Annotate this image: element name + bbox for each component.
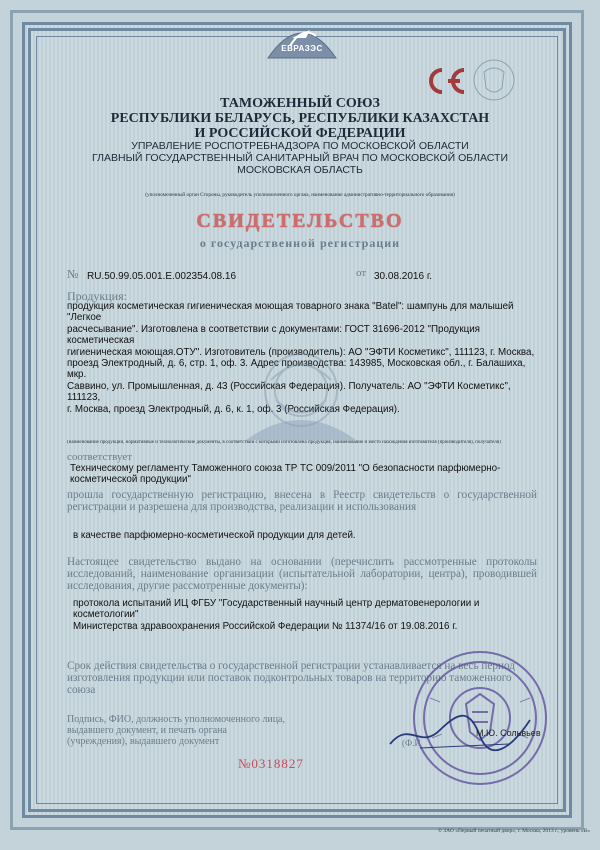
basis-statement: Настоящее свидетельство выдано на основании (перечислить рассмотренные протоколы исследований, наименование организации (испытательной лаборатории, центра), проводившей исследования, другие рассмотренные документы):	[67, 556, 537, 593]
product-line: проезд Электродный, д. 6, стр. 1, оф. 3. Адрес производства: 143985, Московская обл., г. Балашиха, мкр.	[67, 358, 526, 381]
authority-line-2: ГЛАВНЫЙ ГОСУДАРСТВЕННЫЙ САНИТАРНЫЙ ВРАЧ ПО МОСКОВСКОЙ ОБЛАСТИ	[92, 152, 508, 164]
certificate-date: 30.08.2016 г.	[374, 271, 433, 282]
eac-mark-icon	[420, 66, 470, 96]
certificate-number: RU.50.99.05.001.Е.002354.08.16	[87, 271, 237, 282]
authority-caption: (уполномоченный орган Стороны, руководитель уполномоченного органа, наименование административно-территориального образования)	[145, 192, 455, 198]
basis-protocols	[73, 598, 543, 632]
protocol-line: протокола испытаний ИЦ ФГБУ "Государственный научный центр дерматовенерологии и косметологии"	[73, 598, 480, 621]
validity-statement: Срок действия свидетельства о государственной регистрации устанавливается на весь период изготовления продукции или поставок подконтрольных товаров на территорию таможенного союза	[67, 660, 515, 697]
conformity-label: соответствует	[67, 451, 133, 463]
eurasec-watermark-icon	[226, 340, 376, 450]
serial-number: №0318827	[238, 756, 304, 771]
product-line: расчесывание". Изготовлена в соответствии с документами: ГОСТ 31696-2012 "Продукция косметическая	[67, 323, 480, 347]
signature-caption: Подпись, ФИО, должность уполномоченного лица, выдавшего документ, и печать органа (учреждения), выдавшего документ	[67, 714, 285, 747]
certificate-title: СВИДЕТЕЛЬСТВО	[196, 210, 404, 232]
union-line-3: И РОССИЙСКОЙ ФЕДЕРАЦИИ	[194, 126, 406, 141]
conformity-line: косметической продукции"	[70, 474, 191, 486]
union-heading	[60, 96, 540, 141]
authority-heading	[60, 140, 540, 176]
signer-name: М.Ю. Сольвьев	[476, 728, 541, 738]
protocol-line: Министерства здравоохранения Российской Федерации № 11374/16 от 19.08.2016 г.	[73, 620, 458, 632]
fio-caption: (Ф.И	[402, 738, 421, 748]
date-label: от	[356, 267, 367, 279]
product-line: Саввино, ул. Промышленная, д. 43 (Российская Федерация). Получатель: АО "ЭФТИ Косметикс", 111123,	[67, 380, 511, 404]
product-label: Продукция:	[67, 289, 127, 303]
conformity-value	[70, 463, 530, 486]
authority-line-3: МОСКОВСКАЯ ОБЛАСТЬ	[237, 164, 363, 176]
product-line: гигиеническая моющая.ОТУ". Изготовитель (производитель): АО "ЭФТИ Косметикс", 111123, г. Москва,	[67, 346, 535, 358]
logo-text: ЕВРАЗЭС	[281, 44, 323, 53]
product-line: продукция косметическая гигиеническая моющая товарного знака "Batel": шампунь для малышей "Легкое	[67, 301, 514, 324]
registration-purpose: в качестве парфюмерно-косметической продукции для детей.	[73, 530, 356, 541]
certificate-subtitle: о государственной регистрации	[199, 236, 401, 250]
product-line: г. Москва, проезд Электродный, д. 6, к. 1, оф. 3 (Российская Федерация).	[67, 403, 400, 415]
union-line-1: ТАМОЖЕННЫЙ СОЮЗ	[220, 96, 380, 111]
authority-line-1: УПРАВЛЕНИЕ РОСПОТРЕБНАДЗОРА ПО МОСКОВСКОЙ ОБЛАСТИ	[131, 140, 469, 152]
eurasec-logo-icon	[262, 18, 342, 60]
number-label: №	[67, 267, 79, 281]
registration-statement: прошла государственную регистрацию, внесена в Реестр свидетельств о государственной регистрации и разрешена для производства, реализации и использования	[67, 489, 537, 514]
union-line-2: РЕСПУБЛИКИ БЕЛАРУСЬ, РЕСПУБЛИКИ КАЗАХСТАН	[110, 111, 490, 126]
printer-imprint: © ЗАО «Первый печатный двор», г. Москва, 2013 г., уровень «В»	[437, 828, 590, 834]
product-caption: (наименование продукции, нормативные и технологические документы, в соответствии с которыми изготовлена продукция, наименование и место нахождения изготовителя (производителя), получателя)	[67, 440, 501, 445]
conformity-line: Техническому регламенту Таможенного союза ТР ТС 009/2011 "О безопасности парфюмерно-	[70, 463, 501, 474]
